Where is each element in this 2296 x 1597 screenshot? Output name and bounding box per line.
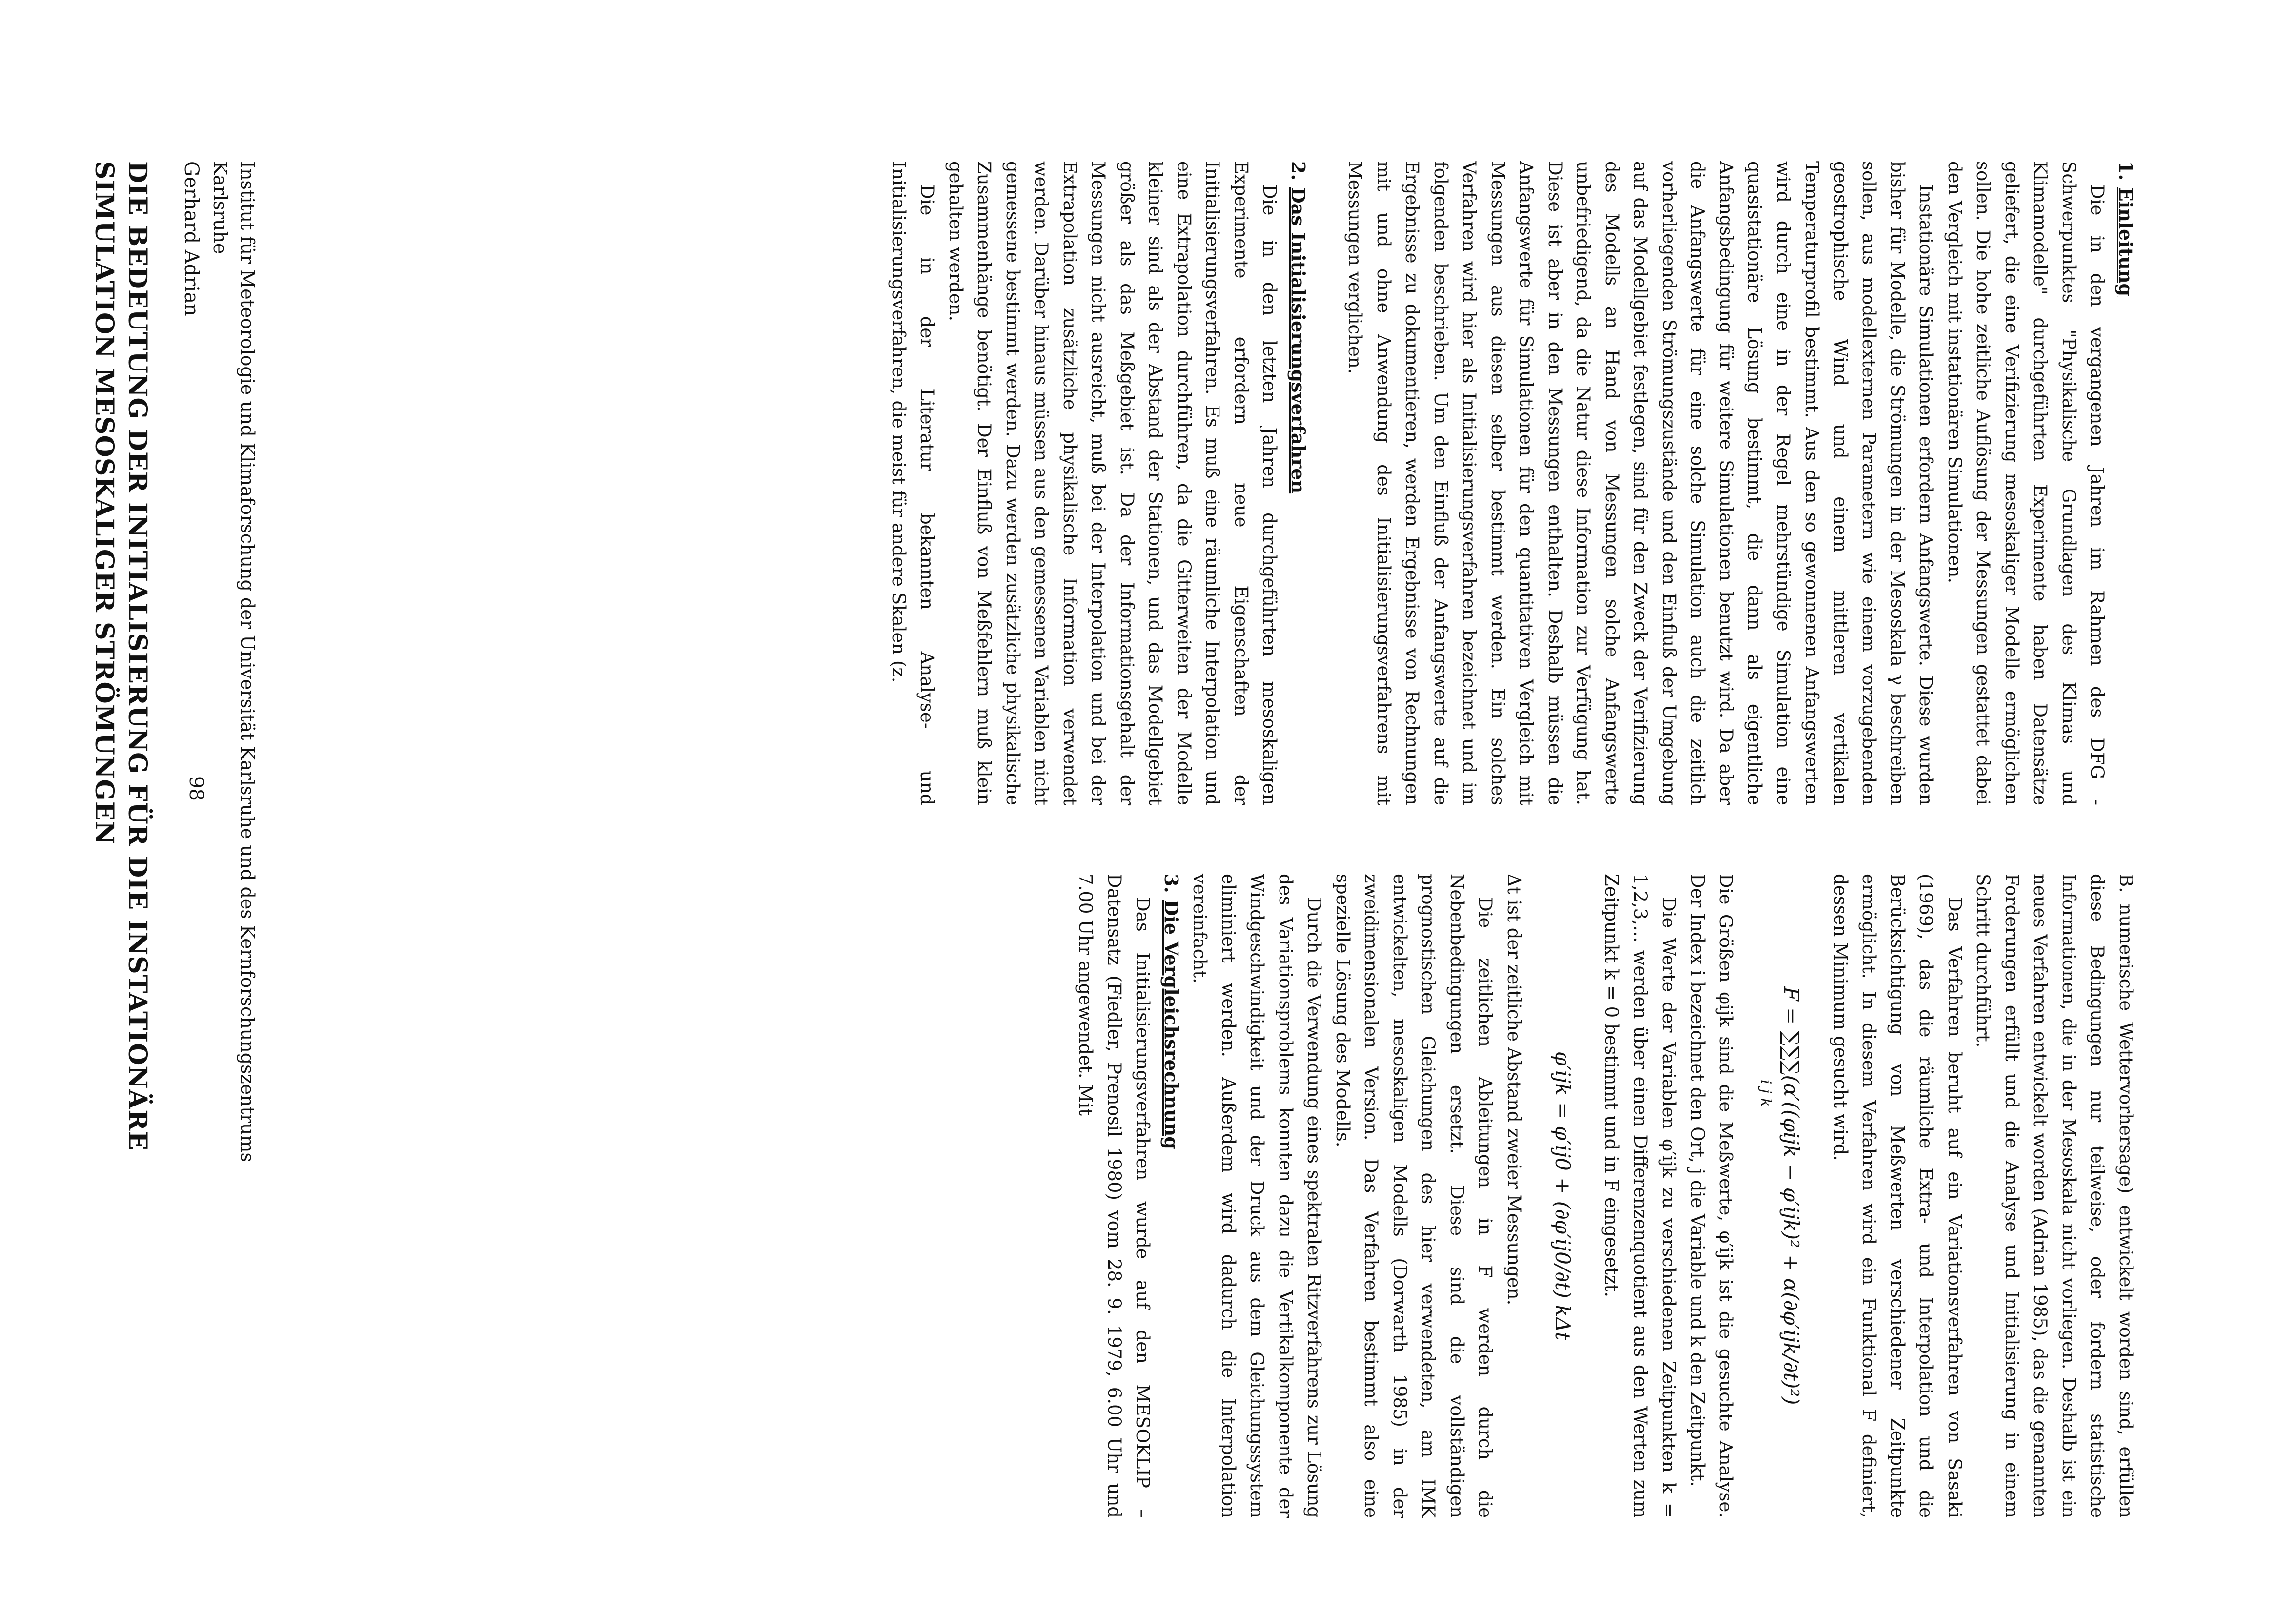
paragraph: Das Verfahren beruht auf ein Variationsverfahren von Sasaki (1969), das die räumliche Extra- und Interpolation und die Berücksichtigung von Meßwerten verschiedener Zeitpunkte ermöglicht. In diesem Verfahren wird ein Funktional F definiert, dessen Minimum gesucht wird.: [1830, 874, 1965, 1518]
equation-functional: [1758, 874, 1808, 1518]
left-column: [295, 161, 2140, 805]
section-1-title: Einleitung: [2115, 187, 2137, 297]
paragraph: Δt ist der zeitliche Abstand zweier Messungen.: [1504, 874, 1524, 1306]
section-3-heading: [1157, 874, 1186, 1518]
section-3-title: Die Vergleichsrechnung: [1160, 900, 1182, 1149]
section-3-number: 3.: [1160, 874, 1182, 893]
paragraph: Die zeitlichen Ableitungen in F werden durch die Nebenbedingungen ersetzt. Diese sind die vollständigen prognostischen Gleichungen des hier verwendeten, am IMK entwickelten, mesoskaligen Modells (Dorwarth 1985) in der zweidimensionalen Version. Das Verfahren bestimmt also eine spezielle Lösung des Modells.: [1332, 874, 1496, 1518]
page-number: 98: [185, 776, 207, 801]
equation-functional-body: F = ∑∑∑(α′((φijk − φ′ijk)² + α(∂φ′ijk/∂t)²): [1779, 986, 1804, 1405]
title-line-1: DIE BEDEUTUNG DER INITIALISIERUNG FÜR DIE INSTATIONÄRE: [122, 161, 152, 1151]
paragraph: Die in der Literatur bekannten Analyse- und Initialisierungsverfahren, die meist für andere Skalen (z.: [888, 161, 938, 805]
paragraph: Die Werte der Variablen φ′ijk zu verschiedenen Zeitpunkten k = 1,2,3,... werden über einen Differenzenquotient aus den Werten zum Zeitpunkt k = 0 bestimmt und in F eingesetzt.: [1601, 874, 1680, 1518]
section-2-number: 2.: [1287, 161, 1309, 181]
section-1-heading: [2112, 161, 2140, 805]
section-1-number: 1.: [2115, 161, 2137, 181]
equation-summation-indices: i j k: [1757, 1079, 1775, 1107]
paragraph: B. numerische Wettervorhersage) entwickelt worden sind, erfüllen diese Bedingungen nur teilweise, oder fordern statistische Informationen, die in der Mesoskala nicht vorliegen. Deshalb ist ein neues Verfahren entwickelt worden (Adrian 1985), das die genannten Forderungen erfüllt und die Analyse und Initialisierung in einem Schritt durchführt.: [1972, 874, 2136, 1518]
paragraph: Die in den letzten Jahren durchgeführten mesoskaligen Experimente erfordern neue Eigenschaften der Initialisierungsverfahren. Es muß eine räumliche Interpolation und eine Extrapolation durchführen, da die Gitterweiten der Modelle kleiner sind als der Abstand der Stationen, und das Modellgebiet größer als das Meßgebiet ist. Da der Informationsgehalt der Messungen nicht ausreicht, muß bei der Interpolation und bei der Extrapolation zusätzliche physikalische Information verwendet werden. Darüber hinaus müssen aus den gemessenen Variablen nicht gemessene bestimmt werden. Dazu werden zusätzliche physikalische Zusammenhänge benötigt. Der Einfluß von Meßfehlern muß klein gehalten werden.: [945, 161, 1280, 805]
section-2-title: Das Initialisierungsverfahren: [1287, 187, 1309, 494]
paragraph: Instationäre Simulationen erfordern Anfangswerte. Diese wurden bisher für Modelle, die Strömungen in der Mesoskala γ beschreiben sollen, aus modellexternen Parametern wie einem vorzugebenden geostrophische Wind und einem mittleren vertikalen Temperaturprofil bestimmt. Aus den so gewonnenen Anfangswerten wird durch eine in der Regel mehrstündige Simulation eine quasistationäre Lösung bestimmt, die dann als eigentliche Anfangsbedingung für weitere Simulationen benutzt wird. Da aber die Anfangswerte für eine solche Simulation auch die zeitlich vorherliegenden Strömungszustände und den Einfluß der Umgebung auf das Modellgebiet festlegen, sind für den Zweck der Verifizierung des Modells an Hand von Messungen solche Anfangswerte unbefriedigend, da die Natur diese Information zur Verfügung hat. Diese ist aber in den Messungen enthalten. Deshalb müssen die Anfangswerte für Simulationen für den quantitativen Vergleich mit Messungen aus diesen selber bestimmt werden. Ein solches Verfahren wird hier als Initialisierungsverfahren bezeichnet und im folgenden beschrieben. Um den Einfluß der Anfangswerte auf die Ergebnisse zu dokumentieren, werden Ergebnisse von Rechnungen mit und ohne Anwendung des Initialisierungsverfahrens mit Messungen verglichen.: [1344, 161, 1937, 805]
section-2-heading: [1284, 161, 1313, 805]
paragraph: Das Initialisierungsverfahren wurde auf den MESOKLIP – Datensatz (Fiedler, Prenosil 1980) vom 28. 9. 1979, 6.00 Uhr und 7.00 Uhr angewendet. Mit: [1075, 874, 1154, 1518]
affiliation-line-1: Institut für Meteorologie und Klimaforschung der Universität Karlsruhe und des Kernforschungszentrums: [237, 161, 258, 1162]
paragraph: Durch die Verwendung eines spektralen Ritzverfahrens zur Lösung des Variationsproblems konnten dazu die Vertikalkomponente der Windgeschwindigkeit und der Druck aus dem Gleichungssystem eliminiert werden. Außerdem wird dadurch die Interpolation vereinfacht.: [1189, 874, 1325, 1518]
affiliation-line-2: Karlsruhe: [209, 161, 231, 254]
author-name: Gerhard Adrian: [180, 161, 203, 316]
paragraph: Die Größen φijk sind die Meßwerte, φ′ijk ist die gesuchte Analyse. Der Index i bezeichnet den Ort, j die Variable und k den Zeitpunkt.: [1687, 874, 1737, 1518]
title-line-2: SIMULATION MESOSKALIGER STRÖMUNGEN: [89, 161, 119, 845]
right-column: [295, 874, 2140, 1518]
equation-difference-quotient: φ′ijk = φ′ij0 + (∂φ′ij0/∂t) kΔt: [1551, 1051, 1575, 1341]
paragraph: Die in den vergangenen Jahren im Rahmen des DFG - Schwerpunktes "Physikalische Grundlagen des Klimas und Klimamodelle" durchgeführten Experimente haben Datensätze geliefert, die eine Verifizierung mesoskaliger Modelle ermöglichen sollen. Die hohe zeitliche Auflösung der Messungen gestattet dabei den Vergleich mit instationären Simulationen.: [1944, 161, 2108, 805]
